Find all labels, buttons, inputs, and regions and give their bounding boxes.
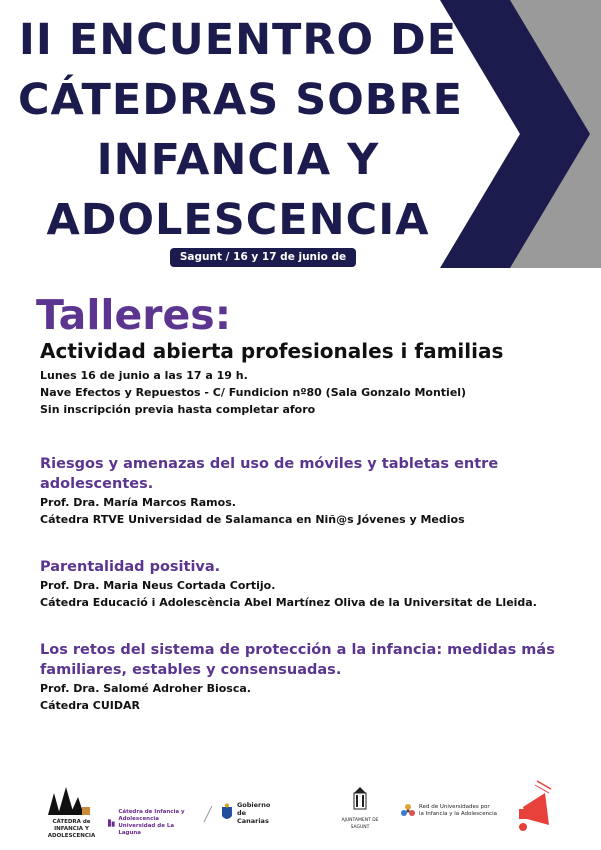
crest-icon <box>220 803 234 823</box>
silhouette-figures-icon <box>44 785 94 815</box>
session-title <box>40 557 560 577</box>
network-flower-icon <box>400 803 416 819</box>
logo-text-line: ADOLESCENCIA <box>47 833 96 839</box>
workshops-heading: Talleres: <box>36 291 232 339</box>
megaphone-icon <box>515 779 555 835</box>
logo-text-line: la Infancia y la Adolescencia <box>419 811 497 817</box>
logo-text-line: Gobierno <box>236 801 271 809</box>
logo-text-line: CÁTEDRA de INFANCIA Y <box>52 819 91 832</box>
title-line: ADOLESCENCIA <box>46 195 430 245</box>
title-line: INFANCIA Y <box>96 135 380 185</box>
ajuntament-sagunt-logo <box>335 787 385 831</box>
logo-text-line: Universidad de La Laguna <box>118 823 175 836</box>
footer-logos <box>0 775 601 845</box>
red-universidades-logo <box>400 803 510 819</box>
session-speaker: Prof. Dra. María Marcos Ramos. <box>40 496 236 509</box>
info-line: Sin inscripción previa hasta completar aforo <box>40 403 316 416</box>
session-title <box>40 640 560 680</box>
gobierno-canarias-logo <box>220 801 280 825</box>
ull-logo <box>108 809 198 837</box>
title-line: CÁTEDRAS SOBRE <box>18 75 464 125</box>
divider-slash <box>203 805 213 823</box>
session-title-line: adolescentes. <box>40 476 154 492</box>
session-speaker: Prof. Dra. Maria Neus Cortada Cortijo. <box>40 579 276 592</box>
session-chair: Cátedra RTVE Universidad de Salamanca en Niñ@s Jóvenes y Medios <box>40 513 465 526</box>
session-title-line: Parentalidad positiva. <box>40 559 221 575</box>
session-chair: Cátedra CUIDAR <box>40 699 140 712</box>
logo-text-line: Cátedra de Infancia y Adolescencia <box>118 809 185 822</box>
workshops-subtitle: Actividad abierta profesionales i familias <box>40 339 504 363</box>
session-title-line: Riesgos y amenazas del uso de móviles y tabletas entre <box>40 456 499 472</box>
city-crest-icon <box>350 787 370 813</box>
logo-text-line: AJUNTAMENT DE SAGUNT <box>341 818 379 830</box>
logo-text-line: Red de Universidades por <box>419 804 490 810</box>
session-title-line: familiares, estables y consensuadas. <box>40 662 342 678</box>
date-badge: Sagunt / 16 y 17 de junio de 2025 <box>170 248 356 267</box>
workshops-info <box>40 367 466 418</box>
session-chair: Cátedra Educació i Adolescència Abel Martínez Oliva de la Universitat de Lleida. <box>40 596 537 609</box>
session-title <box>40 454 560 494</box>
ull-mark-icon <box>108 818 115 828</box>
logo-text-line: de Canarias <box>236 809 269 825</box>
info-line: Nave Efectos y Repuestos - C/ Fundicion nº80 (Sala Gonzalo Montiel) <box>40 386 467 399</box>
title-line: II ENCUENTRO DE <box>18 15 458 65</box>
event-title <box>18 10 464 250</box>
session-item <box>40 640 560 714</box>
session-item <box>40 454 560 528</box>
session-item <box>40 557 560 611</box>
catedra-infancia-logo <box>44 785 99 839</box>
session-title-line: Los retos del sistema de protección a la infancia: medidas más <box>40 642 555 658</box>
info-line: Lunes 16 de junio a las 17 a 19 h. <box>40 369 248 382</box>
session-speaker: Prof. Dra. Salomé Adroher Biosca. <box>40 682 251 695</box>
